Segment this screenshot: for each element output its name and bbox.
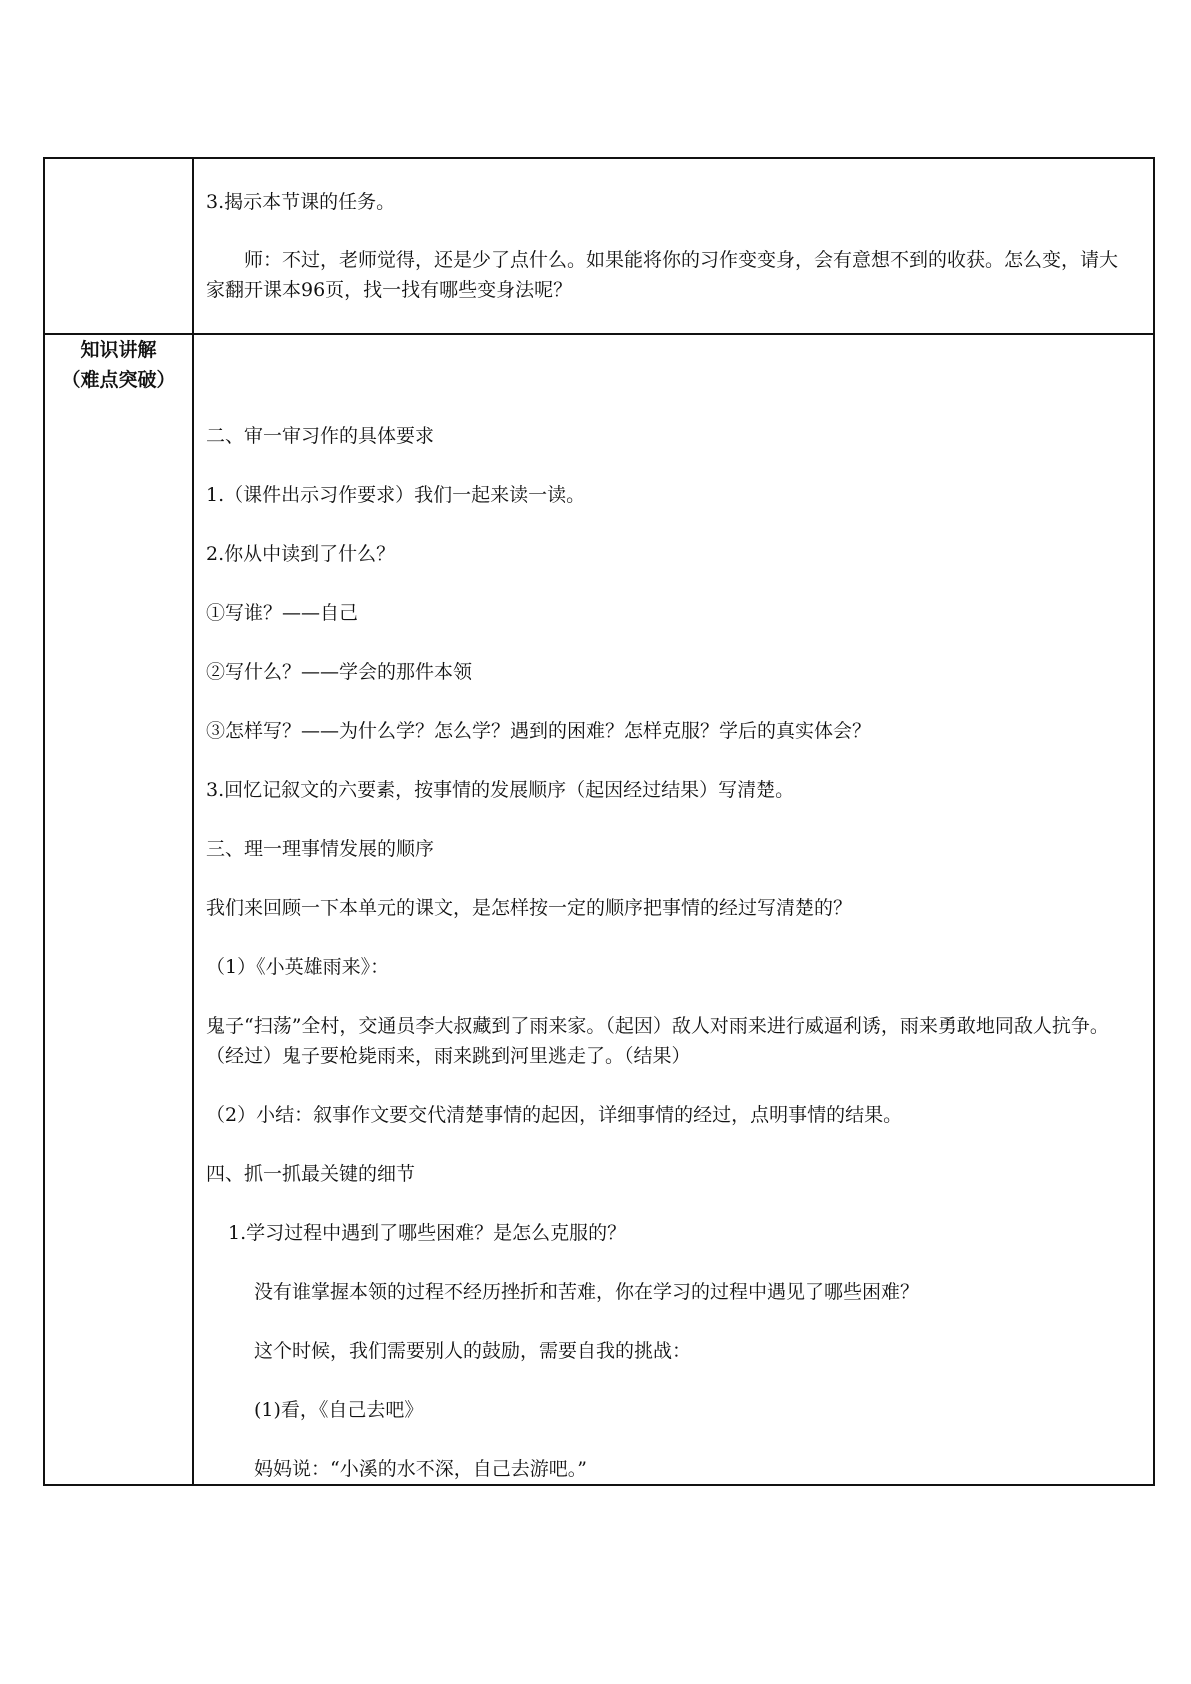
paragraph: 2.你从中读到了什么？ — [206, 543, 396, 565]
paragraph: 3.揭示本节课的任务。 — [206, 191, 396, 213]
row-label-line: 知识讲解 — [80, 339, 157, 361]
paragraph: 我们来回顾一下本单元的课文，是怎样按一定的顺序把事情的经过写清楚的？ — [206, 897, 853, 919]
row-content — [193, 158, 1154, 334]
lesson-plan-table — [43, 157, 1155, 1486]
paragraph: 1.学习过程中遇到了哪些困难？是怎么克服的？ — [228, 1222, 627, 1244]
paragraph: ②写什么？——学会的那件本领 — [206, 661, 473, 683]
paragraph: 鬼子“扫荡”全村，交通员李大叔藏到了雨来家。（起因）敌人对雨来进行威逼利诱，雨来勇敢地同敌人抗争。（经过）鬼子要枪毙雨来，雨来跳到河里逃走了。（结果） — [206, 1015, 1109, 1067]
paragraph: 1.（课件出示习作要求）我们一起来读一读。 — [206, 484, 586, 506]
row-content — [193, 334, 1154, 1485]
paragraph: （1）《小英雄雨来》： — [206, 956, 390, 978]
section-heading: 四、抓一抓最关键的细节 — [206, 1163, 416, 1185]
paragraph: 这个时候，我们需要别人的鼓励，需要自我的挑战： — [254, 1340, 692, 1362]
table-row — [44, 158, 1154, 334]
paragraph: ③怎样写？——为什么学？怎么学？遇到的困难？怎样克服？学后的真实体会？ — [206, 720, 872, 742]
table-row — [44, 334, 1154, 1485]
paragraph: 妈妈说：“小溪的水不深，自己去游吧。” — [254, 1458, 587, 1480]
row-label-empty — [44, 158, 193, 334]
section-heading: 二、审一审习作的具体要求 — [206, 425, 435, 447]
row-label — [44, 334, 193, 1485]
paragraph: 没有谁掌握本领的过程不经历挫折和苦难，你在学习的过程中遇见了哪些困难？ — [254, 1281, 920, 1303]
paragraph: 3.回忆记叙文的六要素，按事情的发展顺序（起因经过结果）写清楚。 — [206, 779, 795, 801]
paragraph: 师：不过，老师觉得，还是少了点什么。如果能将你的习作变变身，会有意想不到的收获。怎么变，请大家翻开课本96页，找一找有哪些变身法呢？ — [206, 249, 1119, 301]
section-heading: 三、理一理事情发展的顺序 — [206, 838, 435, 860]
paragraph: (1)看，《自己去吧》 — [254, 1399, 424, 1421]
paragraph: （2）小结：叙事作文要交代清楚事情的起因，详细事情的经过，点明事情的结果。 — [206, 1104, 903, 1126]
paragraph: ①写谁？——自己 — [206, 602, 359, 624]
row-label-line: （难点突破） — [61, 369, 176, 391]
